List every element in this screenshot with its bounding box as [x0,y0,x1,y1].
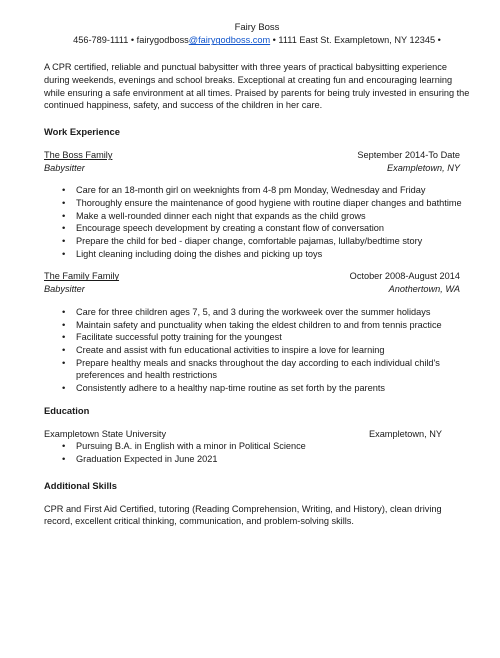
job-title: Babysitter [44,284,85,295]
list-item: • Care for three children ages 7, 5, and 3 during the workweek over the summer holidays [76,306,470,319]
list-item: • Consistently adhere to a healthy nap-time routine as set forth by the parents [76,382,470,395]
skills-paragraph: CPR and First Aid Certified, tutoring (Reading Comprehension, Writing, and History), clean driving record, excellent critical thinking, communication, and problem-solving skills. [44,503,442,527]
list-item: • Graduation Expected in June 2021 [76,453,470,466]
education-heading: Education [44,404,90,416]
job-header-row [44,270,470,283]
job-bullets [44,306,470,395]
email-prefix: fairygodboss [134,35,189,46]
list-item: • Light cleaning including doing the dishes and picking up toys [76,248,470,261]
summary-paragraph: A CPR certified, reliable and punctual babysitter with three years of practical babysitting experience during weekends, evenings and school breaks. Exceptional at creating fun and encouraging learning while ensuring a safe environment at all times. Praised by parents for being truly invested in ensuring the continued happiness, safety, and success of the children in her care. [44,62,470,111]
list-item: • Pursuing B.A. in English with a minor in Political Science [76,440,470,453]
candidate-name: Fairy Boss [234,22,280,33]
job-entry [44,270,470,394]
job-subheader-row [44,162,470,175]
job-title: Babysitter [44,162,85,173]
additional-skills-heading: Additional Skills [44,479,117,491]
list-item: • Create and assist with fun educational activities to inspire a love for learning [76,344,470,357]
phone-number: 456-789-1111 • [73,35,135,46]
education-bullets [44,440,470,465]
contact-line [44,34,470,47]
school-name: Exampletown State University [44,428,167,439]
list-item: • Prepare healthy meals and snacks throughout the day according to each individual child's preferences and health restrictions [76,357,470,382]
list-item: • Thoroughly ensure the maintenance of good hygiene with routine diaper changes and bathtime [76,197,470,210]
job-entry [44,149,470,261]
email-link[interactable]: @fairygodboss.com [188,35,271,46]
address: • 1111 East St. Exampletown, NY 12345 • [270,35,441,46]
job-company: The Family Family [44,271,120,282]
list-item: • Maintain safety and punctuality when taking the eldest children to and from tennis practice [76,319,470,332]
job-location: Anothertown, WA [388,284,460,295]
job-bullets [44,184,470,260]
list-item: • Encourage speech development by creating a constant flow of conversation [76,222,470,235]
work-experience-heading: Work Experience [44,125,120,137]
job-dates: October 2008-August 2014 [349,271,460,282]
job-subheader-row [44,283,470,296]
education-row [44,428,470,441]
job-header-row [44,149,470,162]
list-item: • Facilitate successful potty training for the youngest [76,331,470,344]
job-location: Exampletown, NY [386,162,460,173]
resume-header [44,22,470,47]
list-item: • Prepare the child for bed - diaper change, comfortable pajamas, lullaby/bedtime story [76,235,470,248]
job-company: The Boss Family [44,149,113,160]
school-location: Exampletown, NY [368,428,442,439]
list-item: • Make a well-rounded dinner each night that expands as the child grows [76,210,470,223]
list-item: • Care for an 18-month girl on weeknights from 4-8 pm Monday, Wednesday and Friday [76,184,470,197]
job-dates: September 2014-To Date [357,149,460,160]
